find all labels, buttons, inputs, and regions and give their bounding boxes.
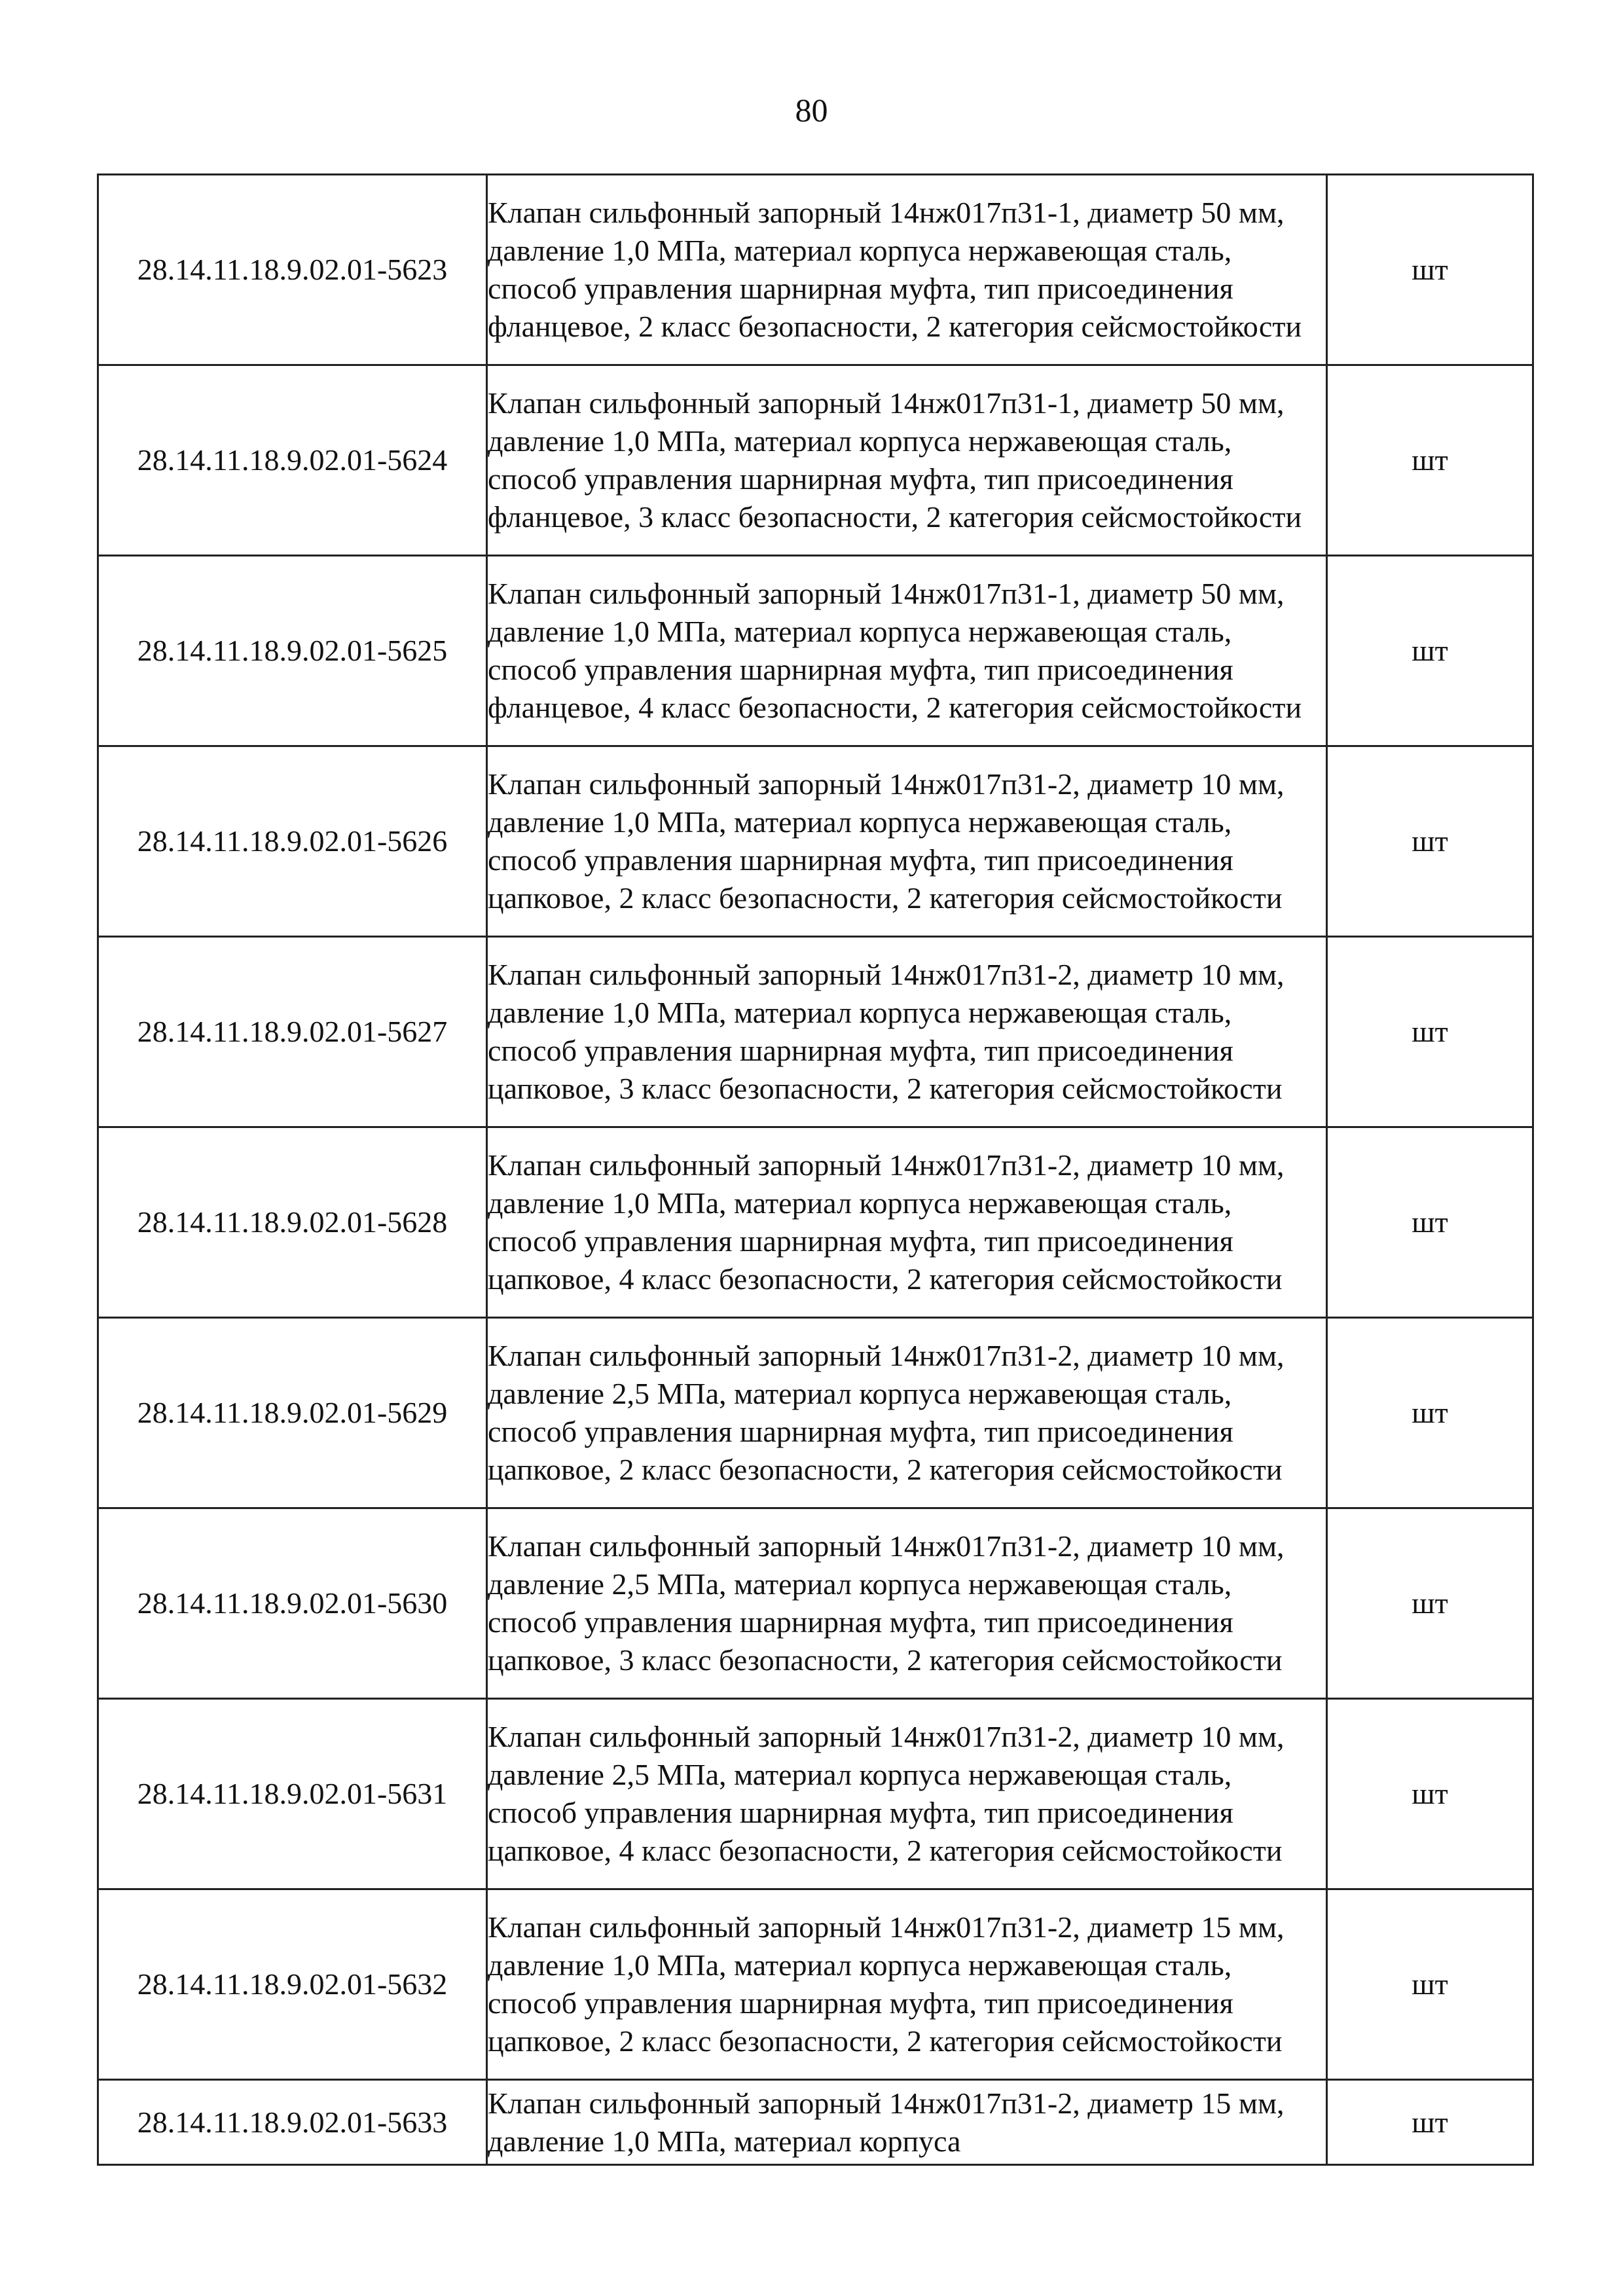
table-row — [98, 365, 1533, 556]
table-row — [98, 1508, 1533, 1699]
table-row — [98, 1127, 1533, 1318]
item-description: Клапан сильфонный запорный 14нж017п31-2, диаметр 10 мм, давление 1,0 МПа, материал корпуса нержавеющая сталь, способ управления шарнирная муфта, тип присоединения цапковое, 3 класс безопасности, 2 категория сейсмостойкости — [487, 937, 1327, 1127]
item-code: 28.14.11.18.9.02.01-5623 — [98, 175, 487, 365]
item-code: 28.14.11.18.9.02.01-5629 — [98, 1318, 487, 1508]
table-row — [98, 937, 1533, 1127]
table-row — [98, 1318, 1533, 1508]
item-description: Клапан сильфонный запорный 14нж017п31-2, диаметр 10 мм, давление 2,5 МПа, материал корпуса нержавеющая сталь, способ управления шарнирная муфта, тип присоединения цапковое, 3 класс безопасности, 2 категория сейсмостойкости — [487, 1508, 1327, 1699]
item-unit: шт — [1327, 937, 1533, 1127]
item-description: Клапан сильфонный запорный 14нж017п31-2, диаметр 10 мм, давление 1,0 МПа, материал корпуса нержавеющая сталь, способ управления шарнирная муфта, тип присоединения цапковое, 4 класс безопасности, 2 категория сейсмостойкости — [487, 1127, 1327, 1318]
item-code: 28.14.11.18.9.02.01-5628 — [98, 1127, 487, 1318]
table-row — [98, 556, 1533, 746]
item-description: Клапан сильфонный запорный 14нж017п31-2, диаметр 10 мм, давление 2,5 МПа, материал корпуса нержавеющая сталь, способ управления шарнирная муфта, тип присоединения цапковое, 2 класс безопасности, 2 категория сейсмостойкости — [487, 1318, 1327, 1508]
table-body — [98, 175, 1533, 2165]
item-description: Клапан сильфонный запорный 14нж017п31-1, диаметр 50 мм, давление 1,0 МПа, материал корпуса нержавеющая сталь, способ управления шарнирная муфта, тип присоединения фланцевое, 3 класс безопасности, 2 категория сейсмостойкости — [487, 365, 1327, 556]
item-unit: шт — [1327, 1127, 1533, 1318]
item-code: 28.14.11.18.9.02.01-5630 — [98, 1508, 487, 1699]
table-row — [98, 175, 1533, 365]
item-code: 28.14.11.18.9.02.01-5632 — [98, 1889, 487, 2080]
table-row — [98, 1699, 1533, 1889]
item-unit: шт — [1327, 556, 1533, 746]
item-code: 28.14.11.18.9.02.01-5624 — [98, 365, 487, 556]
item-description: Клапан сильфонный запорный 14нж017п31-1, диаметр 50 мм, давление 1,0 МПа, материал корпуса нержавеющая сталь, способ управления шарнирная муфта, тип присоединения фланцевое, 2 класс безопасности, 2 категория сейсмостойкости — [487, 175, 1327, 365]
item-code: 28.14.11.18.9.02.01-5625 — [98, 556, 487, 746]
item-unit: шт — [1327, 1318, 1533, 1508]
table-row — [98, 2080, 1533, 2165]
item-description: Клапан сильфонный запорный 14нж017п31-2, диаметр 10 мм, давление 2,5 МПа, материал корпуса нержавеющая сталь, способ управления шарнирная муфта, тип присоединения цапковое, 4 класс безопасности, 2 категория сейсмостойкости — [487, 1699, 1327, 1889]
item-code: 28.14.11.18.9.02.01-5631 — [98, 1699, 487, 1889]
item-description: Клапан сильфонный запорный 14нж017п31-1, диаметр 50 мм, давление 1,0 МПа, материал корпуса нержавеющая сталь, способ управления шарнирная муфта, тип присоединения фланцевое, 4 класс безопасности, 2 категория сейсмостойкости — [487, 556, 1327, 746]
item-unit: шт — [1327, 365, 1533, 556]
item-code: 28.14.11.18.9.02.01-5626 — [98, 746, 487, 937]
table-row — [98, 1889, 1533, 2080]
table-row — [98, 746, 1533, 937]
item-code: 28.14.11.18.9.02.01-5633 — [98, 2080, 487, 2165]
item-description: Клапан сильфонный запорный 14нж017п31-2, диаметр 15 мм, давление 1,0 МПа, материал корпуса нержавеющая сталь, способ управления шарнирная муфта, тип присоединения цапковое, 2 класс безопасности, 2 категория сейсмостойкости — [487, 1889, 1327, 2080]
items-table — [97, 173, 1534, 2166]
item-unit: шт — [1327, 175, 1533, 365]
item-unit: шт — [1327, 1508, 1533, 1699]
item-unit: шт — [1327, 2080, 1533, 2165]
item-description: Клапан сильфонный запорный 14нж017п31-2, диаметр 15 мм, давление 1,0 МПа, материал корпуса — [487, 2080, 1327, 2165]
item-code: 28.14.11.18.9.02.01-5627 — [98, 937, 487, 1127]
item-unit: шт — [1327, 746, 1533, 937]
item-unit: шт — [1327, 1699, 1533, 1889]
page-number: 80 — [795, 92, 828, 128]
item-unit: шт — [1327, 1889, 1533, 2080]
item-description: Клапан сильфонный запорный 14нж017п31-2, диаметр 10 мм, давление 1,0 МПа, материал корпуса нержавеющая сталь, способ управления шарнирная муфта, тип присоединения цапковое, 2 класс безопасности, 2 категория сейсмостойкости — [487, 746, 1327, 937]
